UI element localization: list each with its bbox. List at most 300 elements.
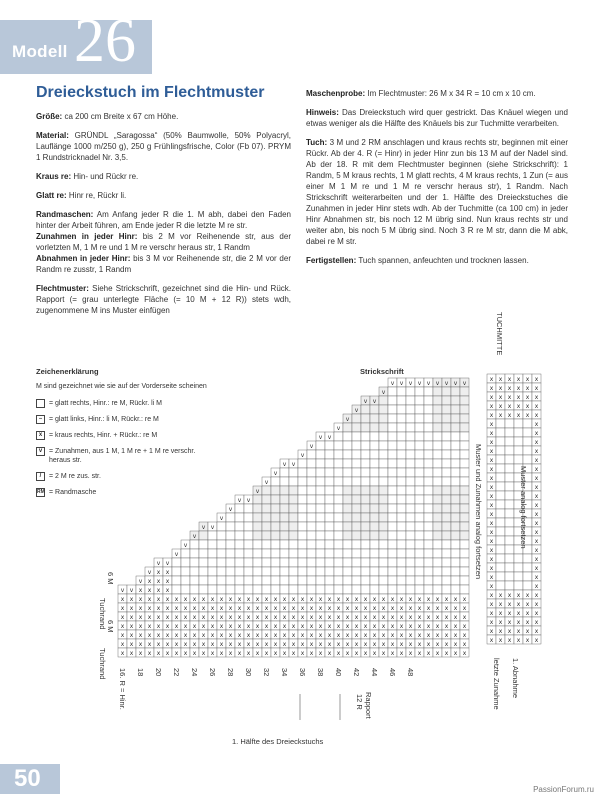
svg-text:v: v bbox=[462, 380, 467, 387]
svg-text:x: x bbox=[507, 619, 512, 626]
svg-text:x: x bbox=[327, 650, 332, 657]
svg-text:x: x bbox=[354, 605, 359, 612]
svg-text:x: x bbox=[507, 385, 512, 392]
zunahmen-paragraph: Zunahmen in jeder Hinr: bis 2 M vor Reihenende str, aus der vorletzten M, 1 M re und 1 M re verschr heraus str, 1 Randm bbox=[36, 232, 291, 252]
svg-text:x: x bbox=[156, 578, 161, 585]
row-number-label: 30 bbox=[244, 668, 253, 677]
glatt-paragraph: Glatt re: Hinr re, Rückr li. bbox=[36, 191, 127, 200]
svg-text:x: x bbox=[174, 650, 179, 657]
row-number-label: 34 bbox=[280, 668, 289, 677]
svg-text:v: v bbox=[372, 398, 377, 405]
svg-text:x: x bbox=[426, 641, 431, 648]
svg-text:v: v bbox=[183, 542, 188, 549]
svg-text:x: x bbox=[444, 641, 449, 648]
svg-text:x: x bbox=[183, 596, 188, 603]
svg-text:x: x bbox=[237, 596, 242, 603]
svg-text:x: x bbox=[525, 592, 530, 599]
svg-text:x: x bbox=[435, 605, 440, 612]
svg-text:x: x bbox=[291, 605, 296, 612]
svg-text:x: x bbox=[489, 475, 494, 482]
svg-text:v: v bbox=[291, 461, 296, 468]
row-number-label: 38 bbox=[316, 668, 325, 677]
svg-text:x: x bbox=[489, 538, 494, 545]
svg-text:x: x bbox=[174, 596, 179, 603]
svg-text:x: x bbox=[300, 641, 305, 648]
svg-text:x: x bbox=[192, 632, 197, 639]
svg-text:x: x bbox=[408, 623, 413, 630]
svg-text:x: x bbox=[372, 614, 377, 621]
maschenprobe-paragraph: Maschenprobe: Im Flechtmuster: 26 M x 34 R = 10 cm x 10 cm. bbox=[306, 89, 536, 98]
svg-text:x: x bbox=[489, 556, 494, 563]
svg-text:x: x bbox=[372, 596, 377, 603]
svg-text:x: x bbox=[210, 614, 215, 621]
svg-text:x: x bbox=[489, 547, 494, 554]
chart-grid-right bbox=[487, 374, 541, 644]
svg-text:x: x bbox=[534, 376, 539, 383]
row-number-label: 46 bbox=[388, 668, 397, 677]
svg-text:v: v bbox=[327, 434, 332, 441]
svg-text:x: x bbox=[525, 610, 530, 617]
svg-text:x: x bbox=[390, 614, 395, 621]
svg-text:x: x bbox=[444, 623, 449, 630]
svg-text:x: x bbox=[300, 623, 305, 630]
svg-text:x: x bbox=[489, 511, 494, 518]
svg-text:x: x bbox=[507, 376, 512, 383]
svg-text:x: x bbox=[291, 641, 296, 648]
svg-text:v: v bbox=[138, 578, 143, 585]
svg-text:x: x bbox=[165, 650, 170, 657]
svg-text:x: x bbox=[327, 623, 332, 630]
svg-text:x: x bbox=[534, 619, 539, 626]
svg-text:v: v bbox=[309, 443, 314, 450]
svg-text:x: x bbox=[489, 637, 494, 644]
svg-text:x: x bbox=[246, 596, 251, 603]
svg-text:x: x bbox=[246, 623, 251, 630]
svg-text:v: v bbox=[219, 515, 224, 522]
svg-text:x: x bbox=[156, 623, 161, 630]
svg-text:x: x bbox=[516, 412, 521, 419]
material-paragraph: Material: GRÜNDL „Saragossa“ (50% Baumwolle, 50% Polyacryl, Lauflänge 1000 m/250 g), 250 g Frühlingsfrische, Color (Fb 07). PRYM 1 Rundstricknadel Nr. 3,5. bbox=[36, 131, 291, 162]
svg-text:x: x bbox=[273, 650, 278, 657]
edge-stitch-symbol-icon: RM bbox=[37, 489, 45, 495]
svg-text:x: x bbox=[534, 583, 539, 590]
svg-text:x: x bbox=[534, 520, 539, 527]
svg-text:x: x bbox=[156, 650, 161, 657]
svg-text:x: x bbox=[381, 650, 386, 657]
svg-text:v: v bbox=[336, 425, 341, 432]
svg-text:x: x bbox=[309, 623, 314, 630]
svg-text:x: x bbox=[174, 623, 179, 630]
svg-text:x: x bbox=[255, 641, 260, 648]
svg-text:x: x bbox=[489, 403, 494, 410]
randmaschen-paragraph: Randmaschen: Am Anfang jeder R die 1. M abh, dabei den Faden hinter der Arbeit führen, am Ende jeder R die letzte M re str. bbox=[36, 210, 291, 230]
svg-text:x: x bbox=[192, 650, 197, 657]
svg-text:x: x bbox=[165, 578, 170, 585]
svg-text:x: x bbox=[426, 614, 431, 621]
svg-text:x: x bbox=[399, 632, 404, 639]
svg-text:x: x bbox=[498, 637, 503, 644]
svg-text:x: x bbox=[516, 601, 521, 608]
tuchmitte-label: TUCHMITTE bbox=[495, 312, 504, 356]
svg-text:x: x bbox=[345, 605, 350, 612]
svg-text:v: v bbox=[273, 470, 278, 477]
svg-text:x: x bbox=[246, 614, 251, 621]
svg-text:x: x bbox=[318, 596, 323, 603]
svg-text:x: x bbox=[489, 619, 494, 626]
svg-text:x: x bbox=[147, 641, 152, 648]
svg-text:x: x bbox=[453, 623, 458, 630]
svg-text:v: v bbox=[129, 587, 134, 594]
svg-text:x: x bbox=[408, 614, 413, 621]
svg-text:x: x bbox=[489, 592, 494, 599]
svg-text:x: x bbox=[516, 403, 521, 410]
svg-text:x: x bbox=[462, 623, 467, 630]
svg-text:x: x bbox=[336, 641, 341, 648]
svg-text:x: x bbox=[381, 632, 386, 639]
svg-text:x: x bbox=[327, 632, 332, 639]
svg-text:x: x bbox=[534, 529, 539, 536]
svg-text:x: x bbox=[516, 376, 521, 383]
svg-text:x: x bbox=[435, 632, 440, 639]
legend-item: – = glatt links, Hinr.: li M, Rückr.: re M bbox=[36, 415, 216, 424]
svg-text:x: x bbox=[516, 385, 521, 392]
svg-text:x: x bbox=[381, 641, 386, 648]
k2tog-symbol-icon: / bbox=[36, 472, 45, 481]
legend-item: / = 2 M re zus. str. bbox=[36, 472, 216, 481]
svg-text:x: x bbox=[426, 596, 431, 603]
svg-text:x: x bbox=[273, 596, 278, 603]
svg-text:x: x bbox=[336, 605, 341, 612]
row-number-label: 18 bbox=[136, 668, 145, 677]
svg-text:x: x bbox=[228, 596, 233, 603]
svg-text:x: x bbox=[291, 614, 296, 621]
svg-text:x: x bbox=[165, 641, 170, 648]
purl-symbol-icon: – bbox=[36, 415, 45, 424]
svg-text:x: x bbox=[138, 623, 143, 630]
svg-text:x: x bbox=[129, 614, 134, 621]
svg-text:x: x bbox=[291, 650, 296, 657]
svg-text:x: x bbox=[489, 466, 494, 473]
svg-text:x: x bbox=[525, 628, 530, 635]
svg-text:x: x bbox=[390, 623, 395, 630]
svg-text:x: x bbox=[156, 641, 161, 648]
svg-text:x: x bbox=[210, 605, 215, 612]
svg-text:x: x bbox=[336, 650, 341, 657]
tuchrand-label: Tuchrand bbox=[98, 648, 107, 680]
svg-text:x: x bbox=[489, 376, 494, 383]
svg-text:x: x bbox=[534, 421, 539, 428]
svg-text:x: x bbox=[336, 614, 341, 621]
svg-text:v: v bbox=[390, 380, 395, 387]
svg-text:x: x bbox=[462, 605, 467, 612]
svg-text:x: x bbox=[156, 605, 161, 612]
svg-text:x: x bbox=[183, 650, 188, 657]
svg-text:x: x bbox=[210, 641, 215, 648]
svg-text:x: x bbox=[453, 641, 458, 648]
svg-text:x: x bbox=[228, 650, 233, 657]
svg-text:x: x bbox=[318, 614, 323, 621]
svg-text:x: x bbox=[534, 547, 539, 554]
svg-text:x: x bbox=[354, 623, 359, 630]
svg-text:x: x bbox=[399, 605, 404, 612]
svg-text:x: x bbox=[147, 632, 152, 639]
row-number-label: 28 bbox=[226, 668, 235, 677]
svg-text:x: x bbox=[498, 394, 503, 401]
svg-text:x: x bbox=[489, 493, 494, 500]
svg-text:x: x bbox=[489, 628, 494, 635]
svg-text:x: x bbox=[192, 605, 197, 612]
svg-text:v: v bbox=[246, 497, 251, 504]
svg-text:x: x bbox=[282, 605, 287, 612]
row-number-label: 16. R = Hinr. bbox=[118, 668, 127, 710]
svg-text:x: x bbox=[192, 614, 197, 621]
svg-text:x: x bbox=[534, 394, 539, 401]
svg-text:x: x bbox=[327, 605, 332, 612]
row-number-label: 26 bbox=[208, 668, 217, 677]
svg-text:x: x bbox=[534, 565, 539, 572]
abnahmen-paragraph: Abnahmen in jeder Hinr: bis 3 M vor Reihenende str, die 2 M vor der Randm re zusstr, 1 Randm bbox=[36, 254, 291, 274]
svg-text:x: x bbox=[147, 596, 152, 603]
svg-text:x: x bbox=[408, 650, 413, 657]
legend-item: x = kraus rechts, Hinr. + Rückr.: re M bbox=[36, 431, 216, 440]
svg-text:x: x bbox=[300, 605, 305, 612]
svg-text:x: x bbox=[165, 596, 170, 603]
svg-text:x: x bbox=[210, 623, 215, 630]
svg-text:x: x bbox=[516, 394, 521, 401]
svg-text:x: x bbox=[165, 605, 170, 612]
svg-text:x: x bbox=[129, 605, 134, 612]
svg-text:x: x bbox=[255, 623, 260, 630]
svg-text:x: x bbox=[417, 641, 422, 648]
svg-text:v: v bbox=[165, 560, 170, 567]
svg-text:x: x bbox=[426, 632, 431, 639]
svg-text:x: x bbox=[282, 641, 287, 648]
svg-text:v: v bbox=[156, 560, 161, 567]
svg-text:v: v bbox=[354, 407, 359, 414]
svg-text:x: x bbox=[507, 610, 512, 617]
svg-text:x: x bbox=[534, 574, 539, 581]
svg-text:x: x bbox=[534, 457, 539, 464]
svg-text:x: x bbox=[534, 430, 539, 437]
svg-text:x: x bbox=[246, 605, 251, 612]
letzte-zunahme-label: letzte Zunahme bbox=[492, 658, 501, 710]
svg-text:x: x bbox=[228, 641, 233, 648]
svg-text:x: x bbox=[201, 614, 206, 621]
svg-text:x: x bbox=[165, 632, 170, 639]
svg-text:x: x bbox=[417, 632, 422, 639]
svg-text:x: x bbox=[399, 641, 404, 648]
svg-text:x: x bbox=[129, 632, 134, 639]
svg-text:v: v bbox=[228, 506, 233, 513]
legend-item: RM = Randmasche bbox=[37, 489, 97, 496]
svg-text:x: x bbox=[120, 632, 125, 639]
svg-text:x: x bbox=[129, 596, 134, 603]
svg-text:v: v bbox=[453, 380, 458, 387]
svg-text:x: x bbox=[498, 376, 503, 383]
row-number-label: 32 bbox=[262, 668, 271, 677]
svg-text:x: x bbox=[462, 632, 467, 639]
legend-item: v = Zunahmen, aus 1 M, 1 M re + 1 M re verschr. heraus str. bbox=[36, 447, 216, 465]
svg-text:x: x bbox=[165, 569, 170, 576]
row-number-label: 36 bbox=[298, 668, 307, 677]
svg-text:x: x bbox=[390, 650, 395, 657]
svg-text:x: x bbox=[408, 596, 413, 603]
fertigstellen-paragraph: Fertigstellen: Tuch spannen, anfeuchten und trocknen lassen. bbox=[306, 256, 529, 265]
svg-text:x: x bbox=[534, 628, 539, 635]
svg-text:x: x bbox=[219, 632, 224, 639]
svg-text:x: x bbox=[507, 628, 512, 635]
svg-text:x: x bbox=[453, 596, 458, 603]
svg-text:x: x bbox=[534, 439, 539, 446]
svg-text:x: x bbox=[201, 605, 206, 612]
svg-text:x: x bbox=[444, 605, 449, 612]
row-number-label: 44 bbox=[370, 668, 379, 677]
svg-text:x: x bbox=[273, 605, 278, 612]
rapport-sub-label: 12 R bbox=[355, 694, 364, 710]
svg-text:x: x bbox=[435, 614, 440, 621]
svg-text:x: x bbox=[534, 466, 539, 473]
rapport-label: Rapport bbox=[364, 692, 373, 719]
svg-text:x: x bbox=[255, 650, 260, 657]
svg-text:x: x bbox=[318, 605, 323, 612]
svg-text:x: x bbox=[525, 403, 530, 410]
svg-text:x: x bbox=[417, 623, 422, 630]
legend-note: M sind gezeichnet wie sie auf der Vorderseite scheinen bbox=[36, 383, 207, 390]
svg-text:v: v bbox=[192, 533, 197, 540]
svg-text:x: x bbox=[498, 619, 503, 626]
svg-text:x: x bbox=[408, 641, 413, 648]
svg-text:x: x bbox=[174, 605, 179, 612]
svg-text:x: x bbox=[201, 650, 206, 657]
svg-text:x: x bbox=[237, 641, 242, 648]
svg-text:x: x bbox=[390, 596, 395, 603]
svg-text:x: x bbox=[363, 632, 368, 639]
svg-text:x: x bbox=[318, 623, 323, 630]
svg-text:v: v bbox=[399, 380, 404, 387]
svg-text:x: x bbox=[291, 623, 296, 630]
svg-text:x: x bbox=[498, 628, 503, 635]
svg-text:x: x bbox=[516, 637, 521, 644]
svg-text:x: x bbox=[381, 614, 386, 621]
svg-text:x: x bbox=[354, 596, 359, 603]
svg-text:x: x bbox=[336, 623, 341, 630]
svg-text:x: x bbox=[516, 610, 521, 617]
svg-text:x: x bbox=[372, 605, 377, 612]
svg-text:x: x bbox=[219, 623, 224, 630]
svg-text:x: x bbox=[237, 623, 242, 630]
svg-text:x: x bbox=[498, 385, 503, 392]
row-number-label: 24 bbox=[190, 668, 199, 677]
svg-text:x: x bbox=[309, 632, 314, 639]
svg-text:x: x bbox=[300, 650, 305, 657]
svg-text:x: x bbox=[300, 632, 305, 639]
svg-text:x: x bbox=[129, 641, 134, 648]
svg-text:x: x bbox=[435, 596, 440, 603]
svg-text:x: x bbox=[183, 614, 188, 621]
svg-text:x: x bbox=[165, 587, 170, 594]
svg-text:x: x bbox=[372, 650, 377, 657]
svg-text:x: x bbox=[246, 632, 251, 639]
svg-text:x: x bbox=[210, 632, 215, 639]
svg-text:x: x bbox=[237, 650, 242, 657]
svg-text:x: x bbox=[489, 583, 494, 590]
svg-text:x: x bbox=[354, 641, 359, 648]
svg-text:x: x bbox=[147, 614, 152, 621]
svg-text:x: x bbox=[363, 623, 368, 630]
svg-text:x: x bbox=[435, 623, 440, 630]
svg-text:x: x bbox=[525, 619, 530, 626]
svg-text:x: x bbox=[156, 614, 161, 621]
svg-text:x: x bbox=[462, 641, 467, 648]
svg-text:x: x bbox=[156, 596, 161, 603]
svg-text:x: x bbox=[489, 574, 494, 581]
svg-text:x: x bbox=[255, 596, 260, 603]
svg-text:x: x bbox=[399, 623, 404, 630]
tuchrand-label: Tuchrand bbox=[98, 598, 107, 630]
svg-text:x: x bbox=[399, 650, 404, 657]
legend-item: = glatt rechts, Hinr.: re M, Rückr. li M bbox=[36, 399, 216, 408]
svg-text:x: x bbox=[534, 502, 539, 509]
svg-text:x: x bbox=[192, 641, 197, 648]
svg-text:x: x bbox=[507, 412, 512, 419]
svg-text:x: x bbox=[516, 628, 521, 635]
svg-text:x: x bbox=[156, 587, 161, 594]
svg-text:x: x bbox=[201, 632, 206, 639]
svg-text:x: x bbox=[390, 632, 395, 639]
svg-text:x: x bbox=[453, 605, 458, 612]
svg-text:x: x bbox=[399, 596, 404, 603]
svg-text:x: x bbox=[507, 592, 512, 599]
svg-text:x: x bbox=[147, 623, 152, 630]
modell-number: 26 bbox=[74, 7, 136, 75]
row-number-label: 22 bbox=[172, 668, 181, 677]
svg-text:x: x bbox=[417, 605, 422, 612]
svg-text:x: x bbox=[264, 596, 269, 603]
svg-text:x: x bbox=[138, 614, 143, 621]
svg-text:x: x bbox=[363, 605, 368, 612]
svg-text:x: x bbox=[309, 641, 314, 648]
svg-text:v: v bbox=[408, 380, 413, 387]
svg-text:x: x bbox=[255, 614, 260, 621]
six-m-label: 6 M bbox=[106, 620, 115, 633]
svg-text:x: x bbox=[120, 623, 125, 630]
svg-text:v: v bbox=[282, 461, 287, 468]
svg-text:x: x bbox=[372, 641, 377, 648]
svg-text:x: x bbox=[327, 641, 332, 648]
svg-text:x: x bbox=[192, 596, 197, 603]
svg-text:x: x bbox=[408, 605, 413, 612]
svg-text:x: x bbox=[489, 529, 494, 536]
svg-text:x: x bbox=[237, 605, 242, 612]
svg-text:x: x bbox=[219, 650, 224, 657]
svg-text:x: x bbox=[444, 614, 449, 621]
svg-text:x: x bbox=[120, 650, 125, 657]
svg-text:x: x bbox=[219, 614, 224, 621]
svg-text:x: x bbox=[534, 511, 539, 518]
kraus-paragraph: Kraus re: Hin- und Rückr re. bbox=[36, 172, 139, 181]
svg-text:x: x bbox=[444, 632, 449, 639]
svg-text:x: x bbox=[489, 448, 494, 455]
svg-text:x: x bbox=[327, 614, 332, 621]
svg-text:x: x bbox=[525, 637, 530, 644]
erste-abnahme-label: 1. Abnahme bbox=[511, 658, 520, 699]
svg-text:x: x bbox=[300, 596, 305, 603]
svg-text:x: x bbox=[201, 596, 206, 603]
hinweis-paragraph: Hinweis: Das Dreieckstuch wird quer gestrickt. Das Knäuel wiegen und etwas weniger als die Hälfte des Knäuels bis zur Tuchmitte verarbeiten. bbox=[306, 108, 568, 128]
svg-text:x: x bbox=[273, 632, 278, 639]
svg-text:v: v bbox=[417, 380, 422, 387]
chart-caption: 1. Hälfte des Dreieckstuchs bbox=[232, 737, 324, 746]
